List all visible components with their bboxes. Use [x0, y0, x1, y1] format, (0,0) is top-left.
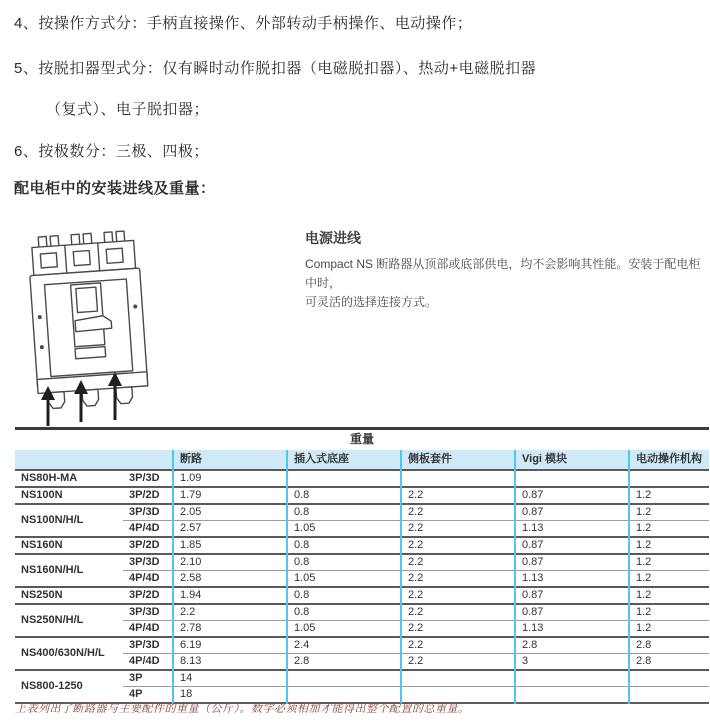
model-cell: NS250N	[15, 587, 123, 604]
value-cell: 1.2	[629, 521, 709, 538]
power-inlet-section	[305, 228, 703, 312]
table-title-row	[15, 429, 709, 451]
model-cell: NS100N	[15, 487, 123, 504]
table-row	[15, 504, 709, 521]
value-cell: 1.85	[173, 537, 287, 554]
value-cell: 3	[515, 654, 629, 671]
value-cell: 2.8	[515, 637, 629, 654]
value-cell: 2.8	[629, 654, 709, 671]
column-header: 电动操作机构	[629, 450, 709, 470]
value-cell: 2.10	[173, 554, 287, 571]
value-cell: 2.57	[173, 521, 287, 538]
intro-line-5: 5、按脱扣器型式分：仅有瞬时动作脱扣器（电磁脱扣器）、热动+电磁脱扣器	[14, 60, 537, 77]
poles-cell: 4P/4D	[123, 571, 173, 588]
poles-cell: 3P/2D	[123, 537, 173, 554]
value-cell	[287, 670, 401, 687]
model-cell: NS250N/H/L	[15, 604, 123, 637]
value-cell: 1.13	[515, 521, 629, 538]
poles-cell: 3P	[123, 670, 173, 687]
value-cell: 1.2	[629, 571, 709, 588]
poles-cell: 3P/3D	[123, 504, 173, 521]
table-row	[15, 537, 709, 554]
table-row	[15, 670, 709, 687]
value-cell: 0.87	[515, 487, 629, 504]
value-cell: 2.05	[173, 504, 287, 521]
section-heading: 配电柜中的安装进线及重量：	[14, 180, 216, 197]
value-cell: 18	[173, 687, 287, 704]
value-cell: 2.2	[401, 521, 515, 538]
value-cell: 2.4	[287, 637, 401, 654]
value-cell: 2.2	[401, 654, 515, 671]
column-header: Vigi 模块	[515, 450, 629, 470]
poles-cell: 3P/2D	[123, 487, 173, 504]
value-cell: 2.2	[401, 554, 515, 571]
value-cell: 2.2	[401, 587, 515, 604]
value-cell: 1.2	[629, 487, 709, 504]
poles-cell: 3P/3D	[123, 604, 173, 621]
value-cell: 0.87	[515, 554, 629, 571]
value-cell: 2.2	[401, 537, 515, 554]
intro-line-4: 4、按操作方式分：手柄直接操作、外部转动手柄操作、电动操作；	[14, 15, 473, 32]
value-cell: 0.8	[287, 604, 401, 621]
column-header: 侧板套件	[401, 450, 515, 470]
value-cell: 1.2	[629, 554, 709, 571]
value-cell: 0.8	[287, 554, 401, 571]
value-cell: 1.13	[515, 571, 629, 588]
value-cell: 2.78	[173, 621, 287, 638]
value-cell	[401, 470, 515, 487]
poles-cell: 3P/3D	[123, 554, 173, 571]
value-cell	[401, 670, 515, 687]
model-cell: NS160N	[15, 537, 123, 554]
value-cell	[515, 470, 629, 487]
value-cell: 2.2	[401, 637, 515, 654]
table-row	[15, 470, 709, 487]
model-cell: NS160N/H/L	[15, 554, 123, 587]
poles-cell: 3P/3D	[123, 470, 173, 487]
table-row	[15, 637, 709, 654]
poles-cell: 3P/2D	[123, 587, 173, 604]
value-cell: 14	[173, 670, 287, 687]
value-cell: 0.8	[287, 587, 401, 604]
value-cell: 0.87	[515, 537, 629, 554]
value-cell	[287, 470, 401, 487]
poles-cell: 4P/4D	[123, 521, 173, 538]
table-row	[15, 587, 709, 604]
value-cell: 2.8	[629, 637, 709, 654]
value-cell: 1.13	[515, 621, 629, 638]
circuit-breaker-figure	[15, 224, 215, 426]
value-cell: 1.05	[287, 521, 401, 538]
value-cell: 0.8	[287, 487, 401, 504]
header-blank-cell	[15, 450, 173, 470]
power-inlet-title: 电源进线	[305, 230, 361, 246]
value-cell: 0.87	[515, 604, 629, 621]
value-cell: 0.8	[287, 504, 401, 521]
value-cell: 1.94	[173, 587, 287, 604]
value-cell: 1.09	[173, 470, 287, 487]
model-cell: NS80H-MA	[15, 470, 123, 487]
value-cell: 2.8	[287, 654, 401, 671]
value-cell: 1.05	[287, 571, 401, 588]
value-cell: 1.2	[629, 587, 709, 604]
power-inlet-body-line1: Compact NS 断路器从顶部或底部供电，均不会影响其性能。安装于配电柜中时，	[305, 257, 701, 290]
value-cell: 6.19	[173, 637, 287, 654]
table-row	[15, 487, 709, 504]
model-cell: NS100N/H/L	[15, 504, 123, 537]
table-title: 重量	[15, 429, 709, 451]
value-cell	[629, 687, 709, 704]
column-header: 插入式底座	[287, 450, 401, 470]
value-cell: 1.79	[173, 487, 287, 504]
value-cell: 2.2	[401, 487, 515, 504]
poles-cell: 3P/3D	[123, 637, 173, 654]
value-cell: 2.2	[401, 604, 515, 621]
poles-cell: 4P	[123, 687, 173, 704]
value-cell: 2.2	[401, 621, 515, 638]
model-cell: NS400/630N/H/L	[15, 637, 123, 670]
value-cell: 1.05	[287, 621, 401, 638]
model-cell: NS800-1250	[15, 670, 123, 703]
value-cell: 0.87	[515, 587, 629, 604]
value-cell: 0.87	[515, 504, 629, 521]
poles-cell: 4P/4D	[123, 654, 173, 671]
value-cell: 2.2	[401, 504, 515, 521]
value-cell	[629, 470, 709, 487]
value-cell: 1.2	[629, 604, 709, 621]
poles-cell: 4P/4D	[123, 621, 173, 638]
intro-line-6: 6、按极数分：三极、四极；	[14, 143, 209, 160]
value-cell: 2.2	[401, 571, 515, 588]
value-cell	[629, 670, 709, 687]
column-header: 断路	[173, 450, 287, 470]
value-cell	[515, 670, 629, 687]
intro-line-5-continued: （复式）、电子脱扣器；	[46, 101, 210, 118]
power-inlet-body-line2: 可灵活的选择连接方式。	[305, 295, 438, 309]
value-cell: 1.2	[629, 504, 709, 521]
value-cell: 2.2	[173, 604, 287, 621]
table-row	[15, 554, 709, 571]
value-cell: 0.8	[287, 537, 401, 554]
weight-table	[15, 427, 709, 704]
value-cell: 1.2	[629, 621, 709, 638]
value-cell: 8.13	[173, 654, 287, 671]
value-cell: 2.58	[173, 571, 287, 588]
table-header-row	[15, 450, 709, 470]
table-row	[15, 604, 709, 621]
value-cell	[515, 687, 629, 704]
table-footnote: 上表列出了断路器与主要配件的重量（公斤）。数字必须相加才能得出整个配置的总重量。	[15, 703, 470, 715]
value-cell: 1.2	[629, 537, 709, 554]
